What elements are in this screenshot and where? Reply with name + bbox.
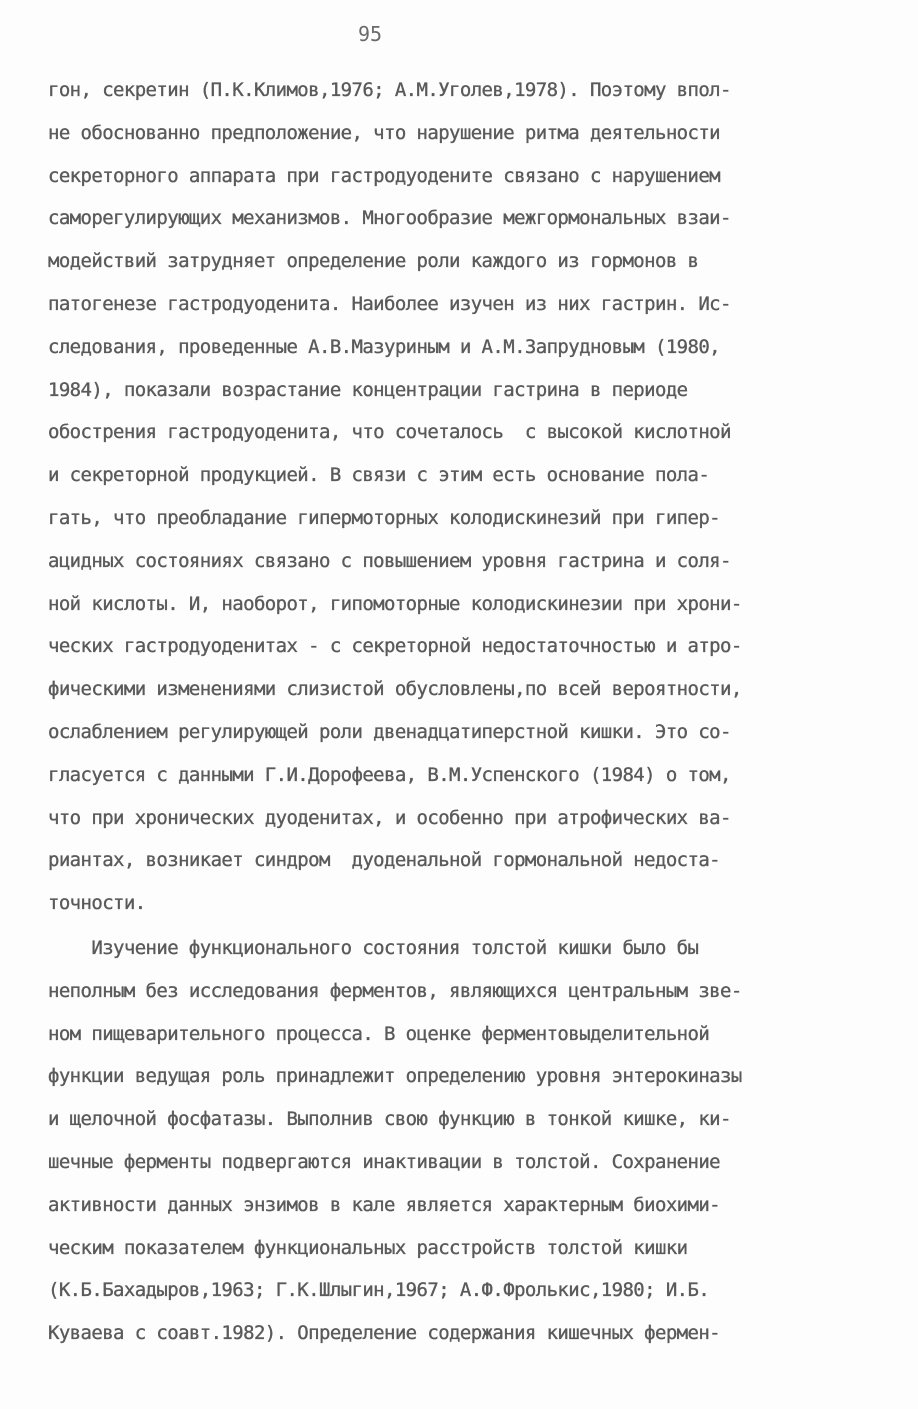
text-line: риантах, возникает синдром дуоденальной гормональной недоста- [48, 849, 721, 872]
text-line: гон, секретин (П.К.Климов,1976; А.М.Уголев,1978). Поэтому впол- [48, 79, 731, 101]
text-line: фическими изменениями слизистой обусловлены,по всей вероятности, [48, 678, 742, 701]
text-line: саморегулирующих механизмов. Многообразие межгормональных взаи- [48, 207, 731, 230]
body-text [48, 76, 878, 1362]
paragraph-2 [48, 934, 878, 1362]
text-line: шечные ферменты подвергаются инактивации в толстой. Сохранение [48, 1150, 721, 1173]
text-line: и секреторной продукцией. В связи с этим есть основание пола- [48, 464, 710, 487]
text-line: и щелочной фосфатазы. Выполнив свою функцию в тонкой кишке, ки- [48, 1108, 731, 1131]
text-line: ацидных состояниях связано с повышением уровня гастрина и соля- [48, 549, 731, 572]
text-line: не обоснованно предположение, что нарушение ритма деятельности [48, 121, 721, 144]
text-line: гать, что преобладание гипермоторных колодискинезий при гипер- [48, 506, 721, 529]
text-line: неполным без исследования ферментов, являющихся центральным зве- [48, 979, 742, 1002]
text-line: патогенезе гастродуоденита. Наиболее изучен из них гастрин. Ис- [48, 292, 731, 315]
text-line: секреторного аппарата при гастродуодените связано с нарушением [48, 164, 721, 187]
text-line: Куваева с соавт.1982). Определение содержания кишечных фермен- [48, 1322, 721, 1345]
text-line: точности. [48, 892, 146, 915]
text-line: 1984), показали возрастание концентрации гастрина в периоде [48, 378, 688, 401]
text-line: ческих гастродуоденитах - с секреторной недостаточностью и атро- [48, 635, 742, 658]
text-line: ном пищеварительного процесса. В оценке ферментовыделительной [48, 1022, 710, 1045]
text-line: следования, проведенные А.В.Мазуриным и А.М.Запрудновым (1980, [48, 335, 721, 358]
text-line: ческим показателем функциональных расстройств толстой кишки [48, 1236, 688, 1259]
text-line: гласуется с данными Г.И.Дорофеева, В.М.Успенского (1984) о том, [48, 763, 731, 786]
text-line: модействий затрудняет определение роли каждого из гормонов в [48, 250, 699, 273]
text-line: функции ведущая роль принадлежит определению уровня энтерокиназы [48, 1065, 742, 1088]
text-line: (К.Б.Бахадыров,1963; Г.К.Шлыгин,1967; А.Ф.Фролькис,1980; И.Б. [48, 1279, 710, 1302]
text-line: что при хронических дуоденитах, и особенно при атрофических ва- [48, 806, 731, 829]
text-line: ной кислоты. И, наоборот, гипомоторные колодискинезии при хрони- [48, 592, 742, 615]
page-number: 95 [357, 22, 383, 46]
text-line: ослаблением регулирующей роли двенадцатиперстной кишки. Это со- [48, 720, 731, 743]
text-line: активности данных энзимов в кале является характерным биохими- [48, 1193, 721, 1216]
text-line: Изучение функционального состояния толстой кишки было бы [48, 936, 699, 959]
paragraph-1 [48, 76, 878, 932]
text-line: обострения гастродуоденита, что сочеталось с высокой кислотной [48, 421, 731, 444]
